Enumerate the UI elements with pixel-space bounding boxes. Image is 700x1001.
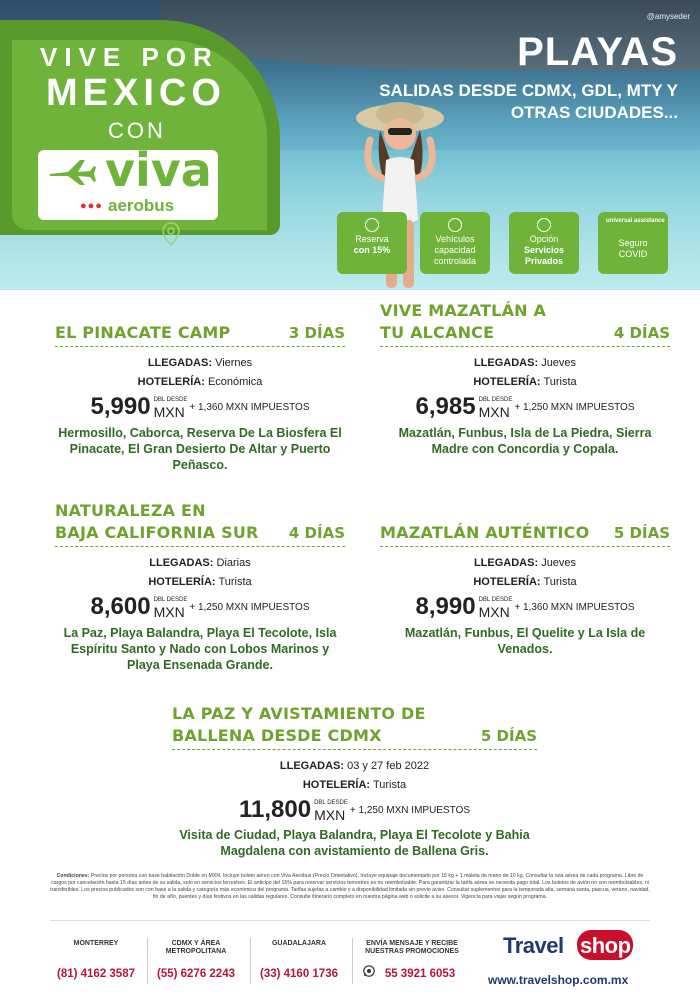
office-city: ENVÍA MENSAJE Y RECIBE NUESTRAS PROMOCIONES xyxy=(365,940,459,955)
badge-seguro-covid xyxy=(598,212,668,274)
package-llegadas: LLEGADAS: Jueves xyxy=(473,357,577,369)
diamond-icon xyxy=(537,218,551,232)
office-cdmx xyxy=(150,940,242,980)
universal-assistance-logo: universal assistance xyxy=(606,218,665,224)
package-description: La Paz, Playa Balandra, Playa El Tecolote, Isla Espíritu Santo y Nado con Lobos Marinos y Playa Ensenada Grande. xyxy=(63,626,337,672)
package-days: 5 DÍAS xyxy=(480,727,537,745)
package-divider xyxy=(380,346,670,347)
package-days: 4 DÍAS xyxy=(613,324,670,342)
whatsapp-icon xyxy=(363,965,375,977)
package-description: Visita de Ciudad, Playa Balandra, Playa El Tecolote y Bahia Magdalena con avistamiento de Ballena Gris. xyxy=(179,828,530,858)
package-title-line1: VIVE MAZATLÁN A xyxy=(380,301,547,320)
package-description: Hermosillo, Caborca, Reserva De La Biosfera El Pinacate, El Gran Desierto De Altar y Puerto Peñasco. xyxy=(58,426,342,472)
office-phone[interactable]: (81) 4162 3587 xyxy=(56,968,135,980)
website-link[interactable]: www.travelshop.com.mx xyxy=(488,973,629,987)
package-description: Mazatlán, Funbus, Isla de La Piedra, Sierra Madre con Concordia y Copala. xyxy=(398,426,652,456)
footer-divider xyxy=(50,920,650,921)
package-title-line2: BALLENA DESDE CDMX xyxy=(172,726,382,745)
office-city: CDMX Y ÁREA METROPOLITANA xyxy=(165,940,227,955)
package-hoteleria: HOTELERÍA: Turista xyxy=(302,779,407,791)
office-city: MONTERREY xyxy=(73,940,119,947)
travelshop-logo-shop: shop xyxy=(580,933,631,958)
map-pin-icon xyxy=(162,222,180,246)
office-phone[interactable]: 55 3921 6053 xyxy=(384,968,456,980)
package-days: 3 DÍAS xyxy=(288,324,345,342)
package-price: 6,985 DBL DESDE MXN + 1,250 MXN IMPUESTOS xyxy=(415,393,635,420)
office-guadalajara xyxy=(253,940,345,980)
hero-subtitle: SALIDAS DESDE CDMX, GDL, MTY Y OTRAS CIUDADES... xyxy=(379,81,678,122)
package-hoteleria: HOTELERÍA: Turista xyxy=(473,376,577,388)
badge-reserva-line2: con 15% xyxy=(353,245,391,255)
aerobus-dots-icon: ●●● xyxy=(80,200,103,212)
footer-separator xyxy=(147,938,148,984)
footer-separator xyxy=(250,938,251,984)
headline-mexico: MEXICO xyxy=(46,72,226,114)
office-whatsapp xyxy=(357,940,467,980)
headline-vive-por: VIVE POR xyxy=(40,42,219,72)
badge-servicios xyxy=(509,212,579,274)
package-hoteleria: HOTELERÍA: Turista xyxy=(148,576,252,588)
office-phone[interactable]: (55) 6276 2243 xyxy=(156,968,235,980)
badge-reserva xyxy=(337,212,407,274)
footer-separator xyxy=(352,938,353,984)
viva-wordmark: viva xyxy=(105,143,212,197)
hero-banner xyxy=(0,0,700,290)
badge-servicios-line1: Opción xyxy=(529,234,559,244)
aerobus-wordmark: aerobus xyxy=(108,196,175,215)
package-llegadas: LLEGADAS: Diarias xyxy=(149,557,251,569)
badge-vehiculos-line1: Vehículos xyxy=(435,234,475,244)
terms-conditions xyxy=(50,873,650,901)
package-divider xyxy=(55,546,345,547)
office-phone[interactable]: (33) 4160 1736 xyxy=(259,968,338,980)
badge-servicios-line2: Servicios Privados xyxy=(523,245,565,266)
package-divider xyxy=(55,346,345,347)
photo-credit: @amyseder xyxy=(646,12,690,21)
terms-label: Condiciones: xyxy=(56,873,90,879)
package-llegadas: LLEGADAS: 03 y 27 feb 2022 xyxy=(279,760,430,772)
badge-vehiculos-line2: capacidad controlada xyxy=(433,245,477,266)
car-icon xyxy=(448,218,462,232)
package-title: EL PINACATE CAMP xyxy=(55,323,231,342)
package-price: 11,800 DBL DESDE MXN + 1,250 MXN IMPUESTOS xyxy=(238,796,471,823)
hero-title: PLAYAS xyxy=(517,30,678,74)
package-vive-mazatlan xyxy=(380,300,670,490)
package-description: Mazatlán, Funbus, El Quelite y La Isla de Venados. xyxy=(404,626,646,656)
package-hoteleria: HOTELERÍA: Económica xyxy=(137,376,263,388)
package-llegadas: LLEGADAS: Viernes xyxy=(147,357,253,369)
package-title-line1: NATURALEZA EN xyxy=(55,501,206,520)
package-days: 5 DÍAS xyxy=(613,524,670,542)
package-title: MAZATLÁN AUTÉNTICO xyxy=(380,523,590,542)
package-price: 5,990 DBL DESDE MXN + 1,360 MXN IMPUESTOS xyxy=(90,393,310,420)
package-llegadas: LLEGADAS: Jueves xyxy=(473,557,577,569)
badge-vehiculos xyxy=(420,212,490,274)
travelshop-logo-travel: Travel xyxy=(503,933,564,958)
headline-con: CON xyxy=(108,118,166,143)
office-monterrey xyxy=(50,940,142,980)
package-title-line1: LA PAZ Y AVISTAMIENTO DE xyxy=(172,704,426,723)
package-title-line2: TU ALCANCE xyxy=(380,323,495,342)
package-price: 8,990 DBL DESDE MXN + 1,360 MXN IMPUESTOS xyxy=(415,593,635,620)
package-mazatlan-autentico xyxy=(380,500,670,680)
terms-text: Precios por persona con base habitación Doble en MXN. Incluye boleto aéreo con Viva Aerobus (Precio Orientativo). Incluye equipaje documentado por 15 kg + 1 maleta de mano de 10 kg. Consultar la ruta aérea de cada programa. Libre de cargos por cancelación hasta 15 días antes de su salida, solo en servicios terrestres. El anticipo del 15% para reservar servicios terrestres es no reembolsable. Para garantizar la tarifa aérea se necesita pago total. Los boletos de avión no son reembolsables, ni transferibles. Los precios publicados son con base a la salida y categoría más económica del programa. Tarifas sujetas a cambio y a disponibilidad limitada sin previo aviso. Consultar suplementos para la temporada alta, semana santa, pascua, verano, navidad, fin de año, puentes y días festivos en las salidas regulares. Consulte itinerario completo en nuestra página web o solicite a su asesor. Vigencia para viajar según programa. xyxy=(50,873,650,900)
office-city: GUADALAJARA xyxy=(271,940,327,947)
package-naturaleza-bcs xyxy=(55,500,345,680)
package-divider xyxy=(172,749,537,750)
airplane-icon xyxy=(48,158,96,186)
package-la-paz-ballena xyxy=(172,703,537,863)
package-divider xyxy=(380,546,670,547)
package-price: 8,600 DBL DESDE MXN + 1,250 MXN IMPUESTOS xyxy=(90,593,310,620)
package-days: 4 DÍAS xyxy=(288,524,345,542)
percent-tag-icon xyxy=(365,218,379,232)
badge-seguro-line2: COVID xyxy=(618,249,648,259)
package-title-line2: BAJA CALIFORNIA SUR xyxy=(55,523,259,542)
package-el-pinacate xyxy=(55,300,345,490)
badge-seguro-line1: Seguro xyxy=(618,238,648,248)
badge-reserva-line1: Reserva xyxy=(355,234,389,244)
package-hoteleria: HOTELERÍA: Turista xyxy=(473,576,577,588)
